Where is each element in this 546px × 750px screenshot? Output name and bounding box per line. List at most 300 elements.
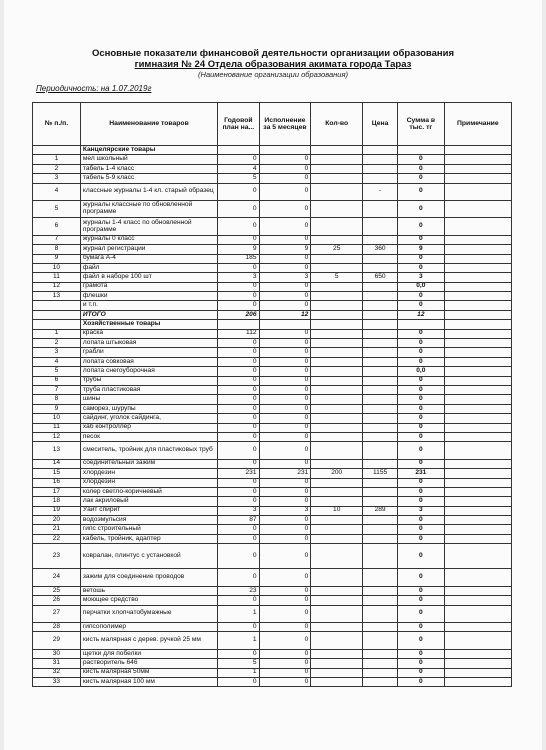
qty-value: [311, 200, 363, 217]
table-row: [33, 432, 512, 441]
table-row: [33, 155, 512, 164]
plan-value: 0: [218, 235, 259, 244]
qty-value: [311, 534, 363, 543]
table-row: [33, 245, 512, 254]
done-value: 0: [259, 569, 311, 586]
qty-value: [311, 497, 363, 506]
item-name: мел школьный: [80, 155, 217, 164]
item-name: гипс строительный: [80, 525, 217, 534]
note-cell: [444, 569, 511, 586]
section-empty-cell: [444, 146, 511, 155]
item-name: журналы 1-4 класс по обновленной программе: [80, 218, 217, 235]
sum-value: 0: [398, 200, 445, 217]
header-price: Цена: [363, 103, 398, 146]
table-row: [33, 263, 512, 272]
table-row: [33, 525, 512, 534]
item-name: колер светло-коричневый: [80, 487, 217, 496]
qty-value: [311, 329, 363, 338]
plan-value: 0: [218, 442, 259, 459]
qty-value: [311, 282, 363, 291]
note-cell: [444, 339, 511, 348]
qty-value: [311, 395, 363, 404]
section-empty-cell: [311, 146, 363, 155]
total-label: ИТОГО: [80, 310, 217, 319]
section-empty-cell: [218, 146, 259, 155]
item-name: табель 1-4 класс: [80, 164, 217, 173]
sum-value: 0: [398, 235, 445, 244]
organization-caption: (Наименование организации образования): [198, 70, 348, 79]
price-value: [363, 677, 398, 686]
done-value: 0: [259, 487, 311, 496]
qty-value: [311, 569, 363, 586]
qty-value: [311, 414, 363, 423]
done-value: 0: [259, 218, 311, 235]
price-value: 650: [363, 273, 398, 282]
row-number: 4: [33, 183, 81, 200]
note-cell: [444, 506, 511, 515]
plan-value: 4: [218, 164, 259, 173]
sum-value: 9: [398, 245, 445, 254]
sum-value: 0: [398, 423, 445, 432]
plan-value: 0: [218, 423, 259, 432]
done-value: 0: [259, 357, 311, 366]
price-value: [363, 586, 398, 595]
note-cell: [444, 596, 511, 605]
item-name: лопата снегоуборочная: [80, 367, 217, 376]
price-value: 1155: [363, 469, 398, 478]
document-title: Основные показатели финансовой деятельности организации образования: [91, 48, 455, 59]
qty-value: [311, 586, 363, 595]
plan-value: 0: [218, 414, 259, 423]
sum-value: 0,0: [398, 282, 445, 291]
header-qty: Кол-во: [311, 103, 363, 146]
row-number: 6: [33, 218, 81, 235]
header-done: Исполнение за 5 месяцев: [259, 103, 311, 146]
note-cell: [444, 586, 511, 595]
price-value: [363, 164, 398, 173]
section-empty-cell: [444, 320, 511, 329]
plan-value: 3: [218, 273, 259, 282]
table-row: [33, 506, 512, 515]
price-value: [363, 404, 398, 413]
sum-value: 0: [398, 339, 445, 348]
note-cell: [444, 469, 511, 478]
table-row: [33, 668, 512, 677]
item-name: хлордезин: [80, 478, 217, 487]
sum-value: 0: [398, 254, 445, 263]
note-cell: [444, 605, 511, 622]
done-value: 3: [259, 506, 311, 515]
sum-value: 0: [398, 292, 445, 301]
price-value: [363, 254, 398, 263]
qty-value: [311, 622, 363, 631]
plan-value: 0: [218, 183, 259, 200]
row-number: 1: [33, 155, 81, 164]
section-header-row: [33, 320, 512, 329]
price-value: [363, 649, 398, 658]
plan-value: 0: [218, 218, 259, 235]
qty-value: [311, 292, 363, 301]
price-value: [363, 668, 398, 677]
table-row: [33, 348, 512, 357]
row-number: 11: [33, 273, 81, 282]
item-name: классные журналы 1-4 кл. старый образец: [80, 183, 217, 200]
sum-value: 0: [398, 174, 445, 183]
price-value: [363, 478, 398, 487]
qty-value: [311, 487, 363, 496]
section-header-row: [33, 146, 512, 155]
done-value: 0: [259, 423, 311, 432]
price-value: [363, 367, 398, 376]
note-cell: [444, 183, 511, 200]
price-value: [363, 632, 398, 649]
row-number: 5: [33, 200, 81, 217]
done-value: 0: [259, 442, 311, 459]
plan-value: 0: [218, 155, 259, 164]
note-cell: [444, 534, 511, 543]
total-num-cell: [33, 310, 81, 319]
table-row: [33, 282, 512, 291]
note-cell: [444, 442, 511, 459]
item-name: ковралан, плинтус с установкой: [80, 544, 217, 569]
qty-value: [311, 544, 363, 569]
row-number: 16: [33, 478, 81, 487]
item-name: журналы классные по обновленной программе: [80, 200, 217, 217]
price-value: [363, 414, 398, 423]
note-cell: [444, 525, 511, 534]
price-value: [363, 292, 398, 301]
plan-value: 5: [218, 174, 259, 183]
table-row: [33, 478, 512, 487]
section-num-cell: [33, 146, 81, 155]
table-row: [33, 605, 512, 622]
price-value: [363, 385, 398, 394]
row-number: 17: [33, 487, 81, 496]
done-value: 0: [259, 659, 311, 668]
note-cell: [444, 622, 511, 631]
plan-value: 0: [218, 404, 259, 413]
note-cell: [444, 497, 511, 506]
note-cell: [444, 423, 511, 432]
qty-value: [311, 218, 363, 235]
sum-value: 3: [398, 506, 445, 515]
done-value: 0: [259, 174, 311, 183]
table-row: [33, 596, 512, 605]
item-name: журнал регистрации: [80, 245, 217, 254]
price-value: [363, 339, 398, 348]
note-cell: [444, 357, 511, 366]
row-number: 20: [33, 516, 81, 525]
item-name: грабли: [80, 348, 217, 357]
plan-value: 0: [218, 487, 259, 496]
note-cell: [444, 668, 511, 677]
price-value: [363, 497, 398, 506]
done-value: 0: [259, 586, 311, 595]
plan-value: 0: [218, 596, 259, 605]
price-value: [363, 263, 398, 272]
row-number: 1: [33, 329, 81, 338]
plan-value: 0: [218, 367, 259, 376]
row-number: 2: [33, 164, 81, 173]
qty-value: [311, 376, 363, 385]
qty-value: [311, 605, 363, 622]
done-value: 0: [259, 459, 311, 468]
qty-value: [311, 632, 363, 649]
plan-value: 0: [218, 525, 259, 534]
price-value: 360: [363, 245, 398, 254]
sum-value: 0: [398, 164, 445, 173]
item-name: лопата штыковая: [80, 339, 217, 348]
note-cell: [444, 235, 511, 244]
plan-value: 0: [218, 569, 259, 586]
note-cell: [444, 329, 511, 338]
price-value: [363, 459, 398, 468]
table-row: [33, 273, 512, 282]
price-value: [363, 525, 398, 534]
table-row: [33, 414, 512, 423]
total-qty: [311, 310, 363, 319]
item-name: и т.п.: [80, 301, 217, 310]
table-row: [33, 339, 512, 348]
qty-value: [311, 263, 363, 272]
note-cell: [444, 677, 511, 686]
qty-value: 25: [311, 245, 363, 254]
qty-value: [311, 404, 363, 413]
price-value: [363, 622, 398, 631]
note-cell: [444, 174, 511, 183]
section-empty-cell: [259, 320, 311, 329]
price-value: [363, 569, 398, 586]
total-done: 12: [259, 310, 311, 319]
qty-value: [311, 516, 363, 525]
done-value: 0: [259, 596, 311, 605]
table-row: [33, 423, 512, 432]
table-row: [33, 174, 512, 183]
row-number: 3: [33, 348, 81, 357]
sum-value: 0: [398, 544, 445, 569]
item-name: кабель, тройник, адаптер: [80, 534, 217, 543]
done-value: 0: [259, 164, 311, 173]
note-cell: [444, 516, 511, 525]
qty-value: [311, 478, 363, 487]
plan-value: 0: [218, 432, 259, 441]
done-value: 0: [259, 155, 311, 164]
price-value: [363, 200, 398, 217]
row-number: 23: [33, 544, 81, 569]
row-number: 8: [33, 245, 81, 254]
table-row: [33, 487, 512, 496]
qty-value: [311, 235, 363, 244]
qty-value: [311, 659, 363, 668]
sum-value: 0: [398, 301, 445, 310]
row-number: 9: [33, 404, 81, 413]
plan-value: 0: [218, 395, 259, 404]
period-label: Периодичность: на 1.07.2019г: [36, 84, 152, 93]
table-row: [33, 376, 512, 385]
table-row: [33, 586, 512, 595]
sum-value: 0: [398, 414, 445, 423]
note-cell: [444, 292, 511, 301]
row-number: 14: [33, 459, 81, 468]
item-name: растворитель 646: [80, 659, 217, 668]
done-value: 0: [259, 367, 311, 376]
plan-value: 1: [218, 632, 259, 649]
plan-value: 0: [218, 677, 259, 686]
sum-value: 0: [398, 605, 445, 622]
note-cell: [444, 659, 511, 668]
item-name: шины: [80, 395, 217, 404]
done-value: 0: [259, 432, 311, 441]
done-value: 0: [259, 385, 311, 394]
done-value: 0: [259, 301, 311, 310]
price-value: [363, 605, 398, 622]
price-value: [363, 423, 398, 432]
section-empty-cell: [218, 320, 259, 329]
done-value: 0: [259, 497, 311, 506]
done-value: 0: [259, 525, 311, 534]
item-name: моющее средство: [80, 596, 217, 605]
plan-value: 0: [218, 282, 259, 291]
row-number: 12: [33, 282, 81, 291]
done-value: 0: [259, 292, 311, 301]
qty-value: [311, 339, 363, 348]
table-row: [33, 469, 512, 478]
sum-value: 0: [398, 516, 445, 525]
sum-value: 0: [398, 497, 445, 506]
qty-value: [311, 385, 363, 394]
plan-value: 9: [218, 245, 259, 254]
table-row: [33, 632, 512, 649]
sum-value: 0: [398, 459, 445, 468]
price-value: [363, 376, 398, 385]
price-value: [363, 442, 398, 459]
note-cell: [444, 395, 511, 404]
plan-value: 0: [218, 534, 259, 543]
done-value: 0: [259, 649, 311, 658]
plan-value: 23: [218, 586, 259, 595]
table-row: [33, 301, 512, 310]
done-value: 0: [259, 516, 311, 525]
header-note: Примечание: [444, 103, 511, 146]
row-number: 10: [33, 263, 81, 272]
table-row: [33, 200, 512, 217]
note-cell: [444, 282, 511, 291]
table-row: [33, 622, 512, 631]
table-row: [33, 459, 512, 468]
price-value: [363, 282, 398, 291]
row-number: 29: [33, 632, 81, 649]
row-number: 13: [33, 292, 81, 301]
row-number: 30: [33, 649, 81, 658]
plan-value: 0: [218, 497, 259, 506]
note-cell: [444, 254, 511, 263]
done-value: 0: [259, 605, 311, 622]
row-number: 24: [33, 569, 81, 586]
row-number: 25: [33, 586, 81, 595]
table-body: [33, 146, 512, 687]
done-value: 0: [259, 235, 311, 244]
header-plan: Годовой план на...: [218, 103, 259, 146]
item-name: зажим для соединение проводов: [80, 569, 217, 586]
price-value: [363, 534, 398, 543]
item-name: трубы: [80, 376, 217, 385]
sum-value: 0: [398, 385, 445, 394]
plan-value: 0: [218, 649, 259, 658]
sum-value: 0: [398, 677, 445, 686]
section-empty-cell: [398, 146, 445, 155]
item-name: журналы 0 класс: [80, 235, 217, 244]
price-value: [363, 487, 398, 496]
table-row: [33, 218, 512, 235]
note-cell: [444, 385, 511, 394]
row-number: 21: [33, 525, 81, 534]
price-value: [363, 329, 398, 338]
table-row: [33, 183, 512, 200]
item-name: водоэмульсия: [80, 516, 217, 525]
done-value: 9: [259, 245, 311, 254]
total-sum: 12: [398, 310, 445, 319]
price-value: [363, 218, 398, 235]
plan-value: 0: [218, 357, 259, 366]
plan-value: 0: [218, 459, 259, 468]
row-number: 5: [33, 367, 81, 376]
done-value: 0: [259, 404, 311, 413]
item-name: лопата совковая: [80, 357, 217, 366]
done-value: 0: [259, 183, 311, 200]
table-row: [33, 385, 512, 394]
qty-value: [311, 525, 363, 534]
item-name: табель 5-9 класс: [80, 174, 217, 183]
item-name: щетки для побелки: [80, 649, 217, 658]
plan-value: 0: [218, 348, 259, 357]
done-value: 0: [259, 534, 311, 543]
price-value: 289: [363, 506, 398, 515]
qty-value: 5: [311, 273, 363, 282]
price-value: -: [363, 183, 398, 200]
table-row: [33, 534, 512, 543]
note-cell: [444, 487, 511, 496]
qty-value: [311, 174, 363, 183]
price-value: [363, 395, 398, 404]
sum-value: 0: [398, 183, 445, 200]
plan-value: 1: [218, 605, 259, 622]
qty-value: [311, 254, 363, 263]
plan-value: 0: [218, 544, 259, 569]
note-cell: [444, 376, 511, 385]
sum-value: 0: [398, 376, 445, 385]
note-cell: [444, 414, 511, 423]
row-number: 31: [33, 659, 81, 668]
table-row: [33, 569, 512, 586]
row-number: 11: [33, 423, 81, 432]
total-note: [444, 310, 511, 319]
row-number: 7: [33, 385, 81, 394]
row-number: 6: [33, 376, 81, 385]
section-empty-cell: [363, 146, 398, 155]
row-number: 2: [33, 339, 81, 348]
item-name: краска: [80, 329, 217, 338]
table-row: [33, 677, 512, 686]
sum-value: 0: [398, 395, 445, 404]
item-name: смеситель, тройник для пластиковых труб: [80, 442, 217, 459]
done-value: 0: [259, 376, 311, 385]
row-number: 33: [33, 677, 81, 686]
sum-value: 0: [398, 329, 445, 338]
table-row: [33, 649, 512, 658]
price-value: [363, 301, 398, 310]
table-row: [33, 497, 512, 506]
done-value: 0: [259, 478, 311, 487]
